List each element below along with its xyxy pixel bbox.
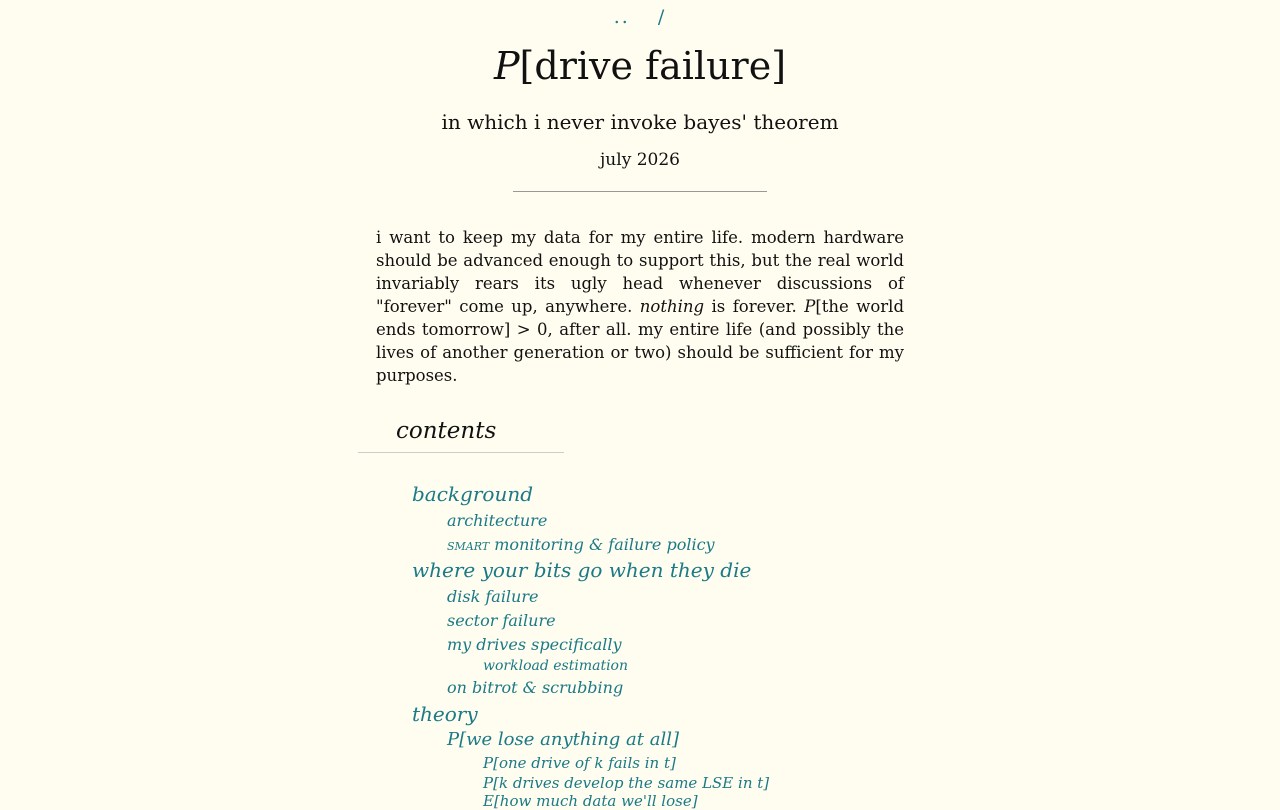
page-date: july 2026 (600, 150, 680, 170)
toc-one-a: [one drive of (493, 754, 595, 772)
toc-bitrot-scrubbing[interactable]: on bitrot & scrubbing (447, 678, 624, 697)
title-divider (513, 191, 767, 192)
toc-p-lose-anything[interactable] (447, 729, 679, 750)
toc-k-b: drives develop the same LSE in (508, 774, 758, 792)
toc-k-a: [ (493, 774, 499, 792)
toc-k-c: ] (763, 774, 770, 792)
toc-one-var: P (483, 754, 494, 772)
toc-k-var: P (483, 774, 494, 792)
toc-smart-rest: monitoring & failure policy (489, 535, 715, 554)
toc-p-k-drives-lse[interactable] (483, 774, 769, 792)
toc-p-one-drive-fails[interactable] (483, 754, 676, 772)
intro-emphasis: nothing (639, 297, 705, 316)
intro-math-text: [the world ends tomorrow] > 0 (376, 297, 905, 339)
toc-smart-abbr: smart (447, 535, 490, 554)
title-variable: P (493, 44, 520, 88)
toc-where-bits-go[interactable]: where your bits go when they die (412, 558, 752, 582)
toc-smart-monitoring[interactable] (447, 535, 715, 554)
page-subtitle: in which i never invoke bayes' theorem (441, 110, 839, 134)
page-title (0, 44, 1280, 88)
toc-one-t: t (663, 754, 671, 772)
toc-e-text: [how much data we'll lose] (493, 792, 698, 810)
parent-dir-link[interactable]: .. (613, 6, 630, 28)
toc-sector-failure[interactable]: sector failure (447, 611, 556, 630)
root-link[interactable]: / (657, 6, 667, 28)
toc-e-var: E (483, 792, 494, 810)
toc-theory[interactable]: theory (412, 702, 478, 726)
toc-k-k: k (498, 774, 509, 792)
toc-background[interactable]: background (412, 482, 534, 506)
intro-text-1: i want to keep my data for my entire life. modern hardware should be advanced enough to support this, but the real world invariably rears its ugly head whenever discussions of "forever" come up, anywhere. (376, 228, 904, 316)
title-text: [drive failure] (519, 44, 787, 88)
toc-e-data-lost[interactable] (483, 792, 698, 810)
toc-disk-failure[interactable]: disk failure (447, 587, 539, 606)
toc-one-k: k (594, 754, 604, 772)
contents-heading: contents (396, 418, 497, 444)
toc-p-lose-text: [we lose anything at all] (459, 729, 680, 750)
toc-workload-estimation[interactable]: workload estimation (483, 658, 628, 674)
breadcrumb (0, 6, 1280, 28)
toc-my-drives[interactable]: my drives specifically (447, 635, 622, 654)
intro-paragraph (376, 226, 904, 387)
toc-architecture[interactable]: architecture (447, 511, 548, 530)
toc-p-lose-var: P (447, 729, 460, 750)
toc-one-b: fails in (603, 754, 664, 772)
intro-math-variable: P (804, 297, 816, 316)
intro-text-3: , after all. my entire life (and possibly the lives of another generation or two) should be sufficient for my purposes. (376, 320, 904, 385)
intro-text-2: is forever. (704, 297, 805, 316)
toc-one-c: ] (670, 754, 676, 772)
toc-k-t: t (757, 774, 764, 792)
contents-divider (358, 452, 564, 453)
